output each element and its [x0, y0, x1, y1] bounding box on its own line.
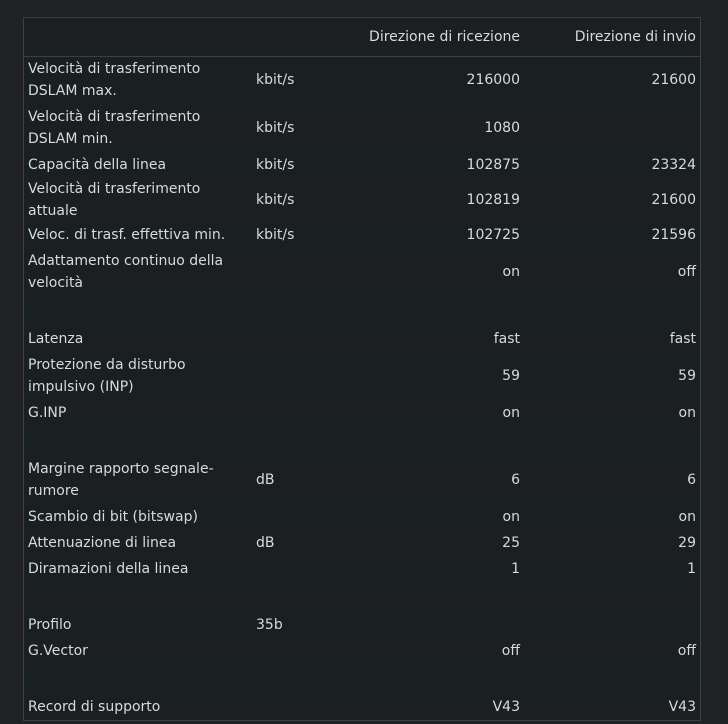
row-rx-value: 102819 [466, 192, 520, 208]
table-row [24, 638, 700, 664]
row-label: G.Vector [28, 643, 88, 659]
row-rx-value [328, 612, 524, 638]
row-tx-value: off [677, 643, 696, 659]
row-label: Veloc. di trasf. effettiva min. [28, 227, 226, 243]
table-row [24, 326, 700, 352]
row-unit [252, 582, 328, 612]
row-tx-value: off [677, 264, 696, 280]
row-rx-value [328, 296, 524, 326]
dsl-info-table [24, 18, 700, 720]
row-label: Diramazioni della linea [28, 561, 189, 577]
table-row [24, 56, 700, 104]
row-rx-value: on [502, 509, 520, 525]
row-unit [252, 556, 328, 582]
row-unit [252, 352, 328, 400]
row-rx-value: 102725 [466, 227, 520, 243]
row-label: Velocità di trasferimento attuale [28, 181, 201, 219]
row-label: Velocità di trasferimento DSLAM max. [28, 61, 201, 100]
row-tx-value [524, 296, 700, 326]
row-tx-value: 6 [687, 472, 696, 488]
row-unit [252, 326, 328, 352]
table-body [24, 56, 700, 720]
row-label: Record di supporto [28, 699, 161, 715]
header-label-column [24, 18, 252, 56]
row-label: Margine rapporto segnale-rumore [28, 461, 214, 499]
row-rx-value [328, 426, 524, 456]
table-row [24, 248, 700, 296]
row-label [24, 426, 252, 456]
header-rx-direction: Direzione di ricezione [328, 18, 524, 56]
row-rx-value: 1 [511, 561, 520, 577]
row-tx-value: 23324 [651, 157, 696, 173]
row-unit [252, 426, 328, 456]
table-row [24, 178, 700, 222]
row-label: Velocità di trasferimento DSLAM min. [28, 109, 201, 147]
row-unit: dB [256, 472, 275, 488]
row-tx-value: 21600 [651, 72, 696, 89]
row-rx-value: V43 [492, 699, 520, 715]
row-unit [252, 664, 328, 694]
row-tx-value: 29 [678, 535, 696, 551]
table-row [24, 556, 700, 582]
row-rx-value: on [502, 405, 520, 421]
table-row [24, 694, 700, 720]
header-tx-direction: Direzione di invio [524, 18, 700, 56]
table-row [24, 222, 700, 248]
row-tx-value: on [678, 509, 696, 525]
table-row [24, 504, 700, 530]
row-tx-value: 59 [678, 368, 696, 384]
table-row [24, 104, 700, 152]
table-row [24, 400, 700, 426]
row-label: G.INP [28, 405, 67, 421]
row-tx-value: 21600 [651, 192, 696, 208]
row-tx-value: V43 [668, 699, 696, 715]
row-label [24, 296, 252, 326]
row-rx-value: 102875 [466, 157, 520, 173]
row-tx-value [524, 664, 700, 694]
row-unit [252, 504, 328, 530]
row-unit: kbit/s [256, 227, 295, 243]
table-spacer-row [24, 582, 700, 612]
row-tx-value: fast [669, 331, 696, 347]
row-rx-value: 25 [502, 535, 520, 551]
row-rx-value: 216000 [466, 72, 520, 89]
row-unit: 35b [256, 617, 283, 633]
row-rx-value [328, 582, 524, 612]
row-unit: dB [256, 535, 275, 551]
row-unit: kbit/s [256, 157, 295, 173]
row-rx-value: 59 [502, 368, 520, 384]
row-tx-value: 1 [687, 561, 696, 577]
row-label: Adattamento continuo della velocità [28, 253, 224, 291]
row-label: Latenza [28, 331, 84, 347]
row-rx-value [328, 664, 524, 694]
row-unit: kbit/s [256, 72, 295, 89]
row-unit [252, 400, 328, 426]
row-label: Protezione da disturbo impulsivo (INP) [28, 357, 186, 395]
dsl-info-panel [23, 17, 701, 721]
row-label: Profilo [28, 617, 72, 633]
table-row [24, 456, 700, 504]
row-tx-value [524, 104, 700, 152]
table-row [24, 352, 700, 400]
row-unit [252, 248, 328, 296]
row-unit [252, 638, 328, 664]
table-row [24, 152, 700, 178]
table-spacer-row [24, 426, 700, 456]
row-tx-value [524, 582, 700, 612]
row-label [24, 664, 252, 694]
row-unit [252, 694, 328, 720]
table-spacer-row [24, 296, 700, 326]
table-header [24, 18, 700, 56]
row-unit: kbit/s [256, 192, 295, 208]
row-rx-value: 6 [511, 472, 520, 488]
row-rx-value: fast [493, 331, 520, 347]
row-tx-value: 21596 [651, 227, 696, 243]
row-rx-value: 1080 [484, 120, 520, 136]
table-spacer-row [24, 664, 700, 694]
row-tx-value: on [678, 405, 696, 421]
row-label: Scambio di bit (bitswap) [28, 509, 198, 525]
row-tx-value [524, 426, 700, 456]
row-tx-value [524, 612, 700, 638]
row-rx-value: on [502, 264, 520, 280]
table-row [24, 530, 700, 556]
row-unit [252, 296, 328, 326]
header-unit-column [252, 18, 328, 56]
header-row [24, 18, 700, 56]
row-label: Attenuazione di linea [28, 535, 177, 551]
row-rx-value: off [501, 643, 520, 659]
row-unit: kbit/s [256, 120, 295, 136]
table-row [24, 612, 700, 638]
row-label: Capacità della linea [28, 157, 167, 173]
row-label [24, 582, 252, 612]
